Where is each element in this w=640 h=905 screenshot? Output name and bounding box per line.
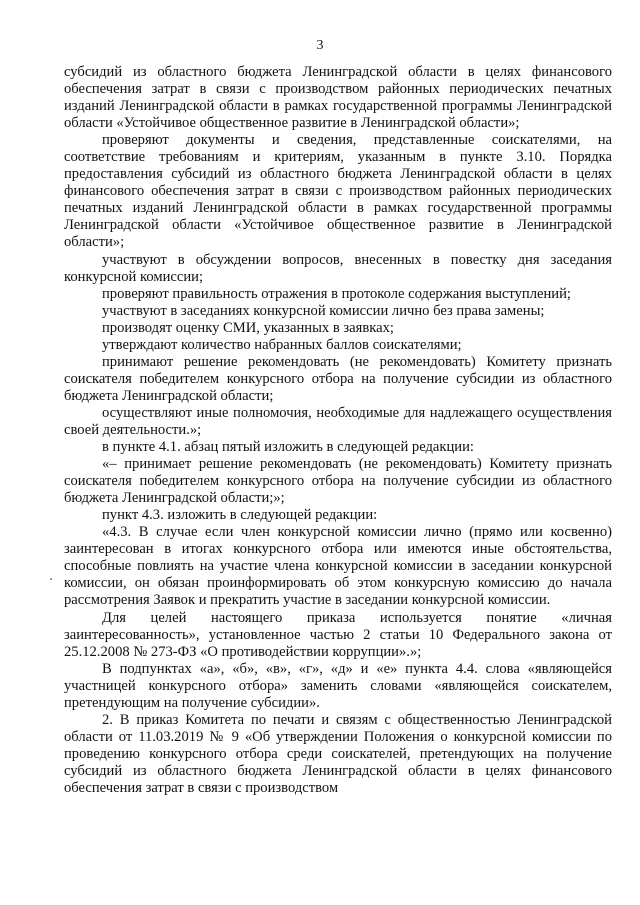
paragraph: производят оценку СМИ, указанных в заявках; bbox=[102, 319, 394, 336]
paragraph: утверждают количество набранных баллов соискателями; bbox=[102, 336, 462, 353]
paragraph: проверяют правильность отражения в протоколе содержания выступлений; bbox=[102, 285, 571, 302]
page-number: 3 bbox=[316, 38, 324, 53]
paragraph: проверяют документы и сведения, представленные соискателями, на соответствие требованиям и критериям, указанным в пункте 3.10. Порядка предоставления субсидий из областного бюджета Ленинградской области в целях финансового обеспечения затрат в связи с производством районных периодических печатных изданий Ленинградской области в рамках государственной программы Ленинградской области «Устойчивое общественное развитие в Ленинградской области»; bbox=[64, 132, 612, 251]
paragraph: 2. В приказ Комитета по печати и связям с общественностью Ленинградской области от 11.03.2019 № 9 «Об утверждении Положения о конкурсной комиссии по проведению конкурсного отбора среди соискателей, претендующих на получение субсидий из областного бюджета Ленинградской области в целях финансового обеспечения затрат в связи с производством bbox=[64, 711, 612, 796]
paragraph: субсидий из областного бюджета Ленинградской области в целях финансового обеспечения затрат в связи с производством районных периодических печатных изданий Ленинградской области в рамках государственной программы Ленинградской области «Устойчивое общественное развитие в Ленинградской области»; bbox=[64, 64, 612, 132]
paragraph: участвуют в обсуждении вопросов, внесенных в повестку дня заседания конкурсной комиссии; bbox=[64, 251, 612, 285]
paragraph: в пункте 4.1. абзац пятый изложить в следующей редакции: bbox=[102, 439, 474, 456]
paragraph: «4.3. В случае если член конкурсной комиссии лично (прямо или косвенно) заинтересован в итогах конкурсного отбора или имеются иные обстоятельства, способные повлиять на участие члена конкурсной комиссии в заседании конкурсной комиссии, он обязан проинформировать об этом конкурсную комиссию до начала рассмотрения Заявок и прекратить участие в заседании конкурсной комиссии. bbox=[64, 524, 612, 609]
paragraph: «– принимает решение рекомендовать (не рекомендовать) Комитету признать соискателя победителем конкурсного отбора на получение субсидии из областного бюджета Ленинградской области;»; bbox=[64, 456, 612, 507]
document-body bbox=[64, 64, 612, 797]
paragraph: Для целей настоящего приказа используется понятие «личная заинтересованность», установленное частью 2 статьи 10 Федерального закона от 25.12.2008 № 273-ФЗ «О противодействии коррупции».»; bbox=[64, 609, 612, 660]
paragraph: В подпунктах «а», «б», «в», «г», «д» и «е» пункта 4.4. слова «являющейся участницей конкурсного отбора» заменить словами «являющейся соискателем, претендующим на получение субсидии». bbox=[64, 660, 612, 711]
paragraph: принимают решение рекомендовать (не рекомендовать) Комитету признать соискателя победителем конкурсного отбора на получение субсидии из областного бюджета Ленинградской области; bbox=[64, 353, 612, 404]
scan-mark bbox=[50, 578, 52, 580]
paragraph: участвуют в заседаниях конкурсной комиссии лично без права замены; bbox=[102, 302, 545, 319]
paragraph: осуществляют иные полномочия, необходимые для надлежащего осуществления своей деятельности.»; bbox=[64, 404, 612, 438]
paragraph: пункт 4.3. изложить в следующей редакции: bbox=[102, 507, 378, 524]
